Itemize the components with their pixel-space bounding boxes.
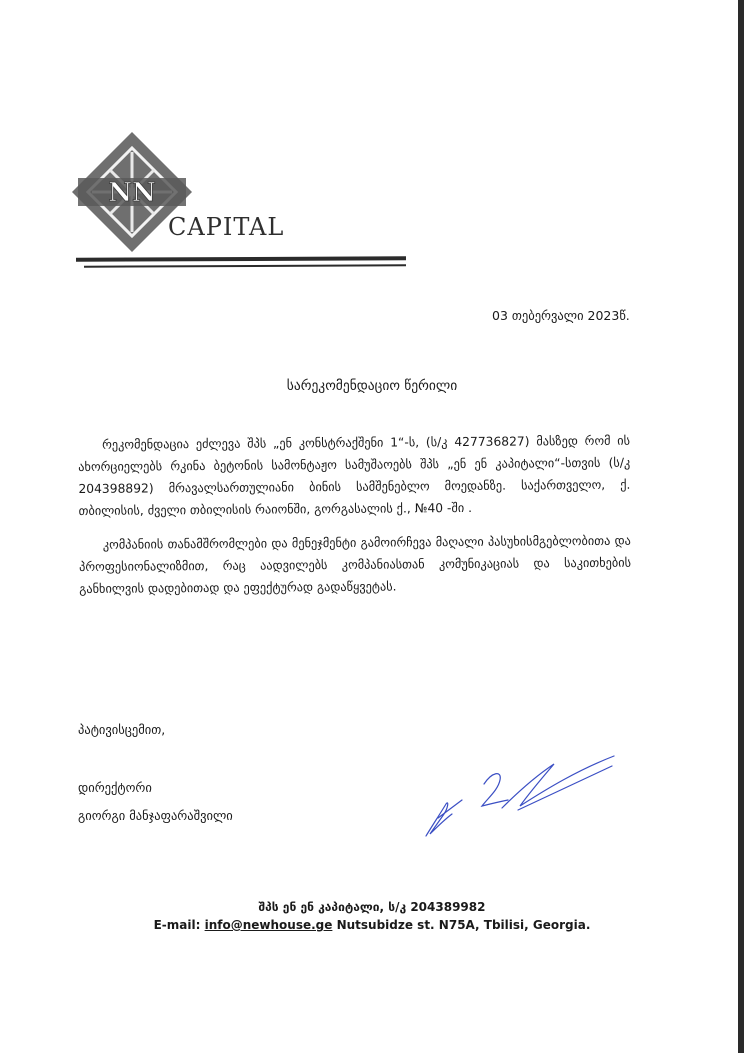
header-rule-thick: [76, 256, 406, 261]
letter-title: სარეკომენდაციო წერილი: [286, 378, 458, 394]
footer-email-link[interactable]: info@newhouse.ge: [204, 918, 333, 932]
header-rule-thin: [84, 264, 406, 267]
signer-position: დირექტორი: [78, 780, 152, 795]
footer-address: Nutsubidze st. N75A, Tbilisi, Georgia.: [336, 918, 591, 932]
letter-footer: [0, 898, 744, 934]
footer-contact-line: [0, 916, 744, 934]
footer-company-line: შპს ენ ენ კაპიტალი, ს/კ 204389982: [258, 900, 486, 914]
page-edge-shadow: [738, 0, 744, 1053]
logo-text: CAPITAL: [168, 213, 285, 241]
signer-name: გიორგი მანჯაფარაშვილი: [78, 808, 233, 823]
body-paragraph-1: რეკომენდაცია ეძლევა შპს „ენ კონსტრაქშენი 1“-ს, (ს/კ 427736827) მასზედ რომ ის ახორციელებს რკინა ბეტონის სამონტაჟო სამუშაოებს შპს „ენ ენ კაპიტალი“-სთვის (ს/კ 204398892) მრავალსართულიანი ბინის სამშენებლო მოედანზე. საქართველო, ქ. თბილისის, ძველი თბილისის რაიონში, გორგასალის ქ., №40 -ში .: [78, 433, 631, 518]
letter-body: [78, 430, 631, 612]
closing-greeting: პატივისცემით,: [78, 722, 166, 737]
letter-date: 03 თებერვალი 2023წ.: [492, 308, 630, 323]
logo-letters: NN: [108, 178, 156, 208]
handwritten-signature: [418, 748, 618, 848]
body-paragraph-2: კომპანიის თანამშრომლები და მენეჯმენტი გამოირჩევა მაღალი პასუხისმგებლობითა და პროფესიონალიზმით, რაც აადვილებს კომპანიასთან კომუნიკაციას და საკითხების განხილვის დადებითად და ეფექტურად გადაწყვეტას.: [78, 533, 632, 596]
footer-email-label: E-mail:: [153, 918, 201, 932]
